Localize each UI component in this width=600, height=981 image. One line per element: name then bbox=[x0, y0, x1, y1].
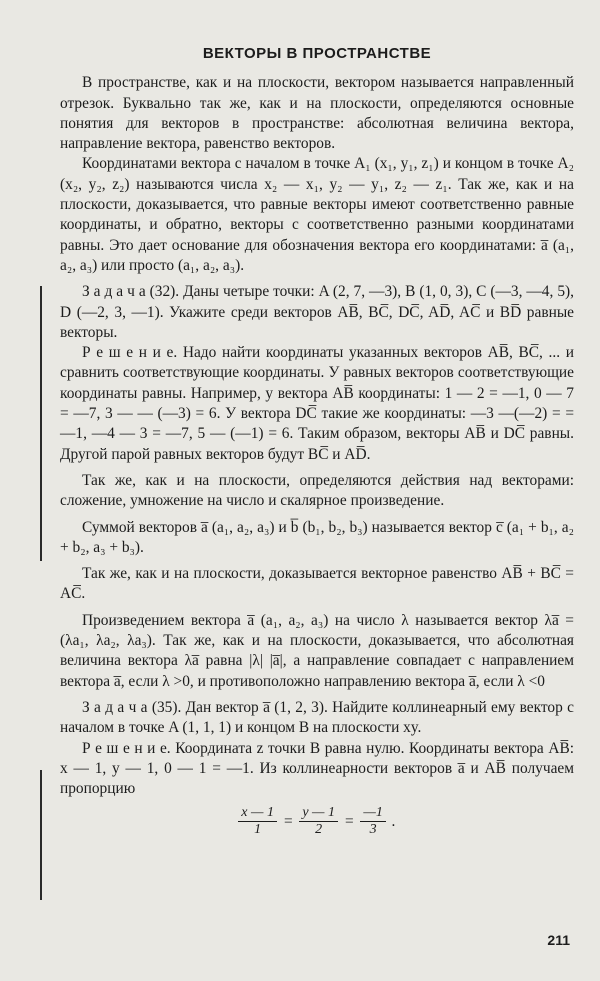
fraction-y-denominator: 2 bbox=[315, 822, 323, 838]
paragraph-solution-35: Р е ш е н и е. Координата z точки B равна нулю. Координаты вектора AB̅: x — 1, y — 1, 0 — 1 = —1. Из коллинеарности векторов a̅ и AB̅ получаем пропорцию bbox=[60, 739, 574, 798]
paragraph-product: Произведением вектора a̅ (a₁, a₂, a₃) на число λ называется вектор λa̅ = (λa₁, λa₂, λa₃). Так же, как и на плоскости, доказывается, что абсолютная величина вектора λa̅ равна |λ| |a̅|, а направление совпадает с направлением вектора a̅, если λ >0, и противоположно направлению вектора a̅, если λ <0 bbox=[60, 611, 574, 690]
fraction-x-numerator: x — 1 bbox=[238, 805, 277, 822]
equals-sign-1: = bbox=[282, 812, 294, 830]
paragraph-coordinates: Координатами вектора с началом в точке A₁ (x₁, y₁, z₁) и концом в точке A₂ (x₂, y₂, z₂) называются числа x₂ — x₁, y₂ — y₁, z₂ — z₁. Так же, как и на плоскости, доказывается, что равные векторы имеют соответственно равные координаты, и обратно, векторы с соответственно разными координатами равны. Это дает основание для обозначения вектора его координатами: a̅ (a₁, a₂, a₃) или просто (a₁, a₂, a₃). bbox=[60, 155, 574, 274]
margin-bar-task-32 bbox=[40, 286, 42, 561]
proportion-formula bbox=[60, 805, 574, 838]
margin-bar-task-35 bbox=[40, 770, 42, 900]
fraction-z-numerator: —1 bbox=[360, 805, 385, 822]
fraction-y-numerator: y — 1 bbox=[299, 805, 338, 822]
fraction-x-denominator: 1 bbox=[254, 822, 262, 838]
fraction-x bbox=[238, 805, 277, 838]
formula-period: . bbox=[391, 812, 396, 830]
section-title: ВЕКТОРЫ В ПРОСТРАНСТВЕ bbox=[202, 45, 432, 62]
paragraph-task-32: З а д а ч а (32). Даны четыре точки: A (2, 7, —3), B (1, 0, 3), C (—3, —4, 5), D (—2, 3, —1). Укажите среди векторов AB̅, BC̅, DC̅, AD̅, AC̅ и BD̅ равные векторы. bbox=[60, 283, 574, 341]
paragraph-operations: Так же, как и на плоскости, определяются действия над векторами: сложение, умножение на число и скалярное произведение. bbox=[60, 471, 574, 510]
paragraph-task-35: З а д а ч а (35). Дан вектор a̅ (1, 2, 3). Найдите коллинеарный ему вектор с началом в точке A (1, 1, 1) и концом B на плоскости xy. bbox=[60, 698, 574, 737]
paragraph-sum: Суммой векторов a̅ (a₁, a₂, a₃) и b̅ (b₁, b₂, b₃) называется вектор c̅ (a₁ + b₁, a₂ + b₂, a₃ + b₃). bbox=[60, 518, 574, 556]
fraction-y bbox=[299, 805, 338, 838]
fraction-z bbox=[360, 805, 385, 838]
paragraph-definition: В пространстве, как и на плоскости, вектором называется направленный отрезок. Буквально так же, как и на плоскости, определяются основные понятия для векторов в пространстве: абсолютная величина вектора, направление вектора, равенство векторов. bbox=[60, 74, 574, 153]
paragraph-vector-equality: Так же, как и на плоскости, доказывается векторное равенство AB̅ + BC̅ = AC̅. bbox=[60, 565, 574, 603]
page-number: 211 bbox=[547, 932, 570, 948]
fraction-z-denominator: 3 bbox=[369, 822, 377, 838]
equals-sign-2: = bbox=[344, 812, 355, 830]
paragraph-solution-32: Р е ш е н и е. Надо найти координаты указанных векторов AB̅, BC̅, ... и сравнить соответствующие координаты. У равных векторов соответствующие координаты равны. Например, у вектора AB̅ координаты: 1 — 2 = —1, 0 — 7 = —7, 3 — — (—3) = 6. У вектора DC̅ такие же координаты: —3 —(—2) = = —1, —4 — 3 = —7, 5 — (—1) = 6. Таким образом, векторы AB̅ и DC̅ равны. Другой парой равных векторов будут BC̅ и AD̅. bbox=[60, 344, 574, 463]
